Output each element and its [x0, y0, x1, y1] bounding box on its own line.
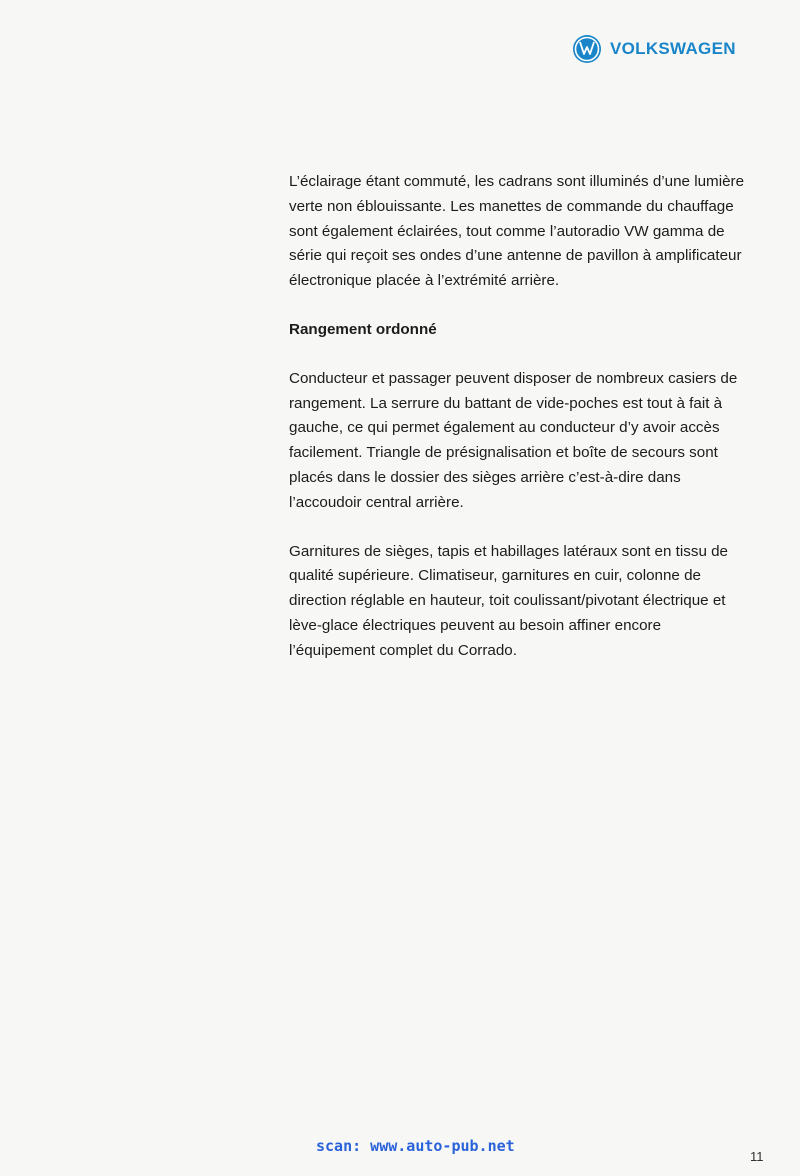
article-body	[289, 170, 749, 688]
paragraph-equipment: Garnitures de sièges, tapis et habillages latéraux sont en tissu de qualité supérieure. Climatiseur, garnitures en cuir, colonne de direction réglable en hauteur, toit coulissant/pivotant électrique et lève-glace électriques peuvent au besoin affiner encore l’équipement complet du Corrado.	[289, 542, 729, 659]
scan-watermark: scan: www.auto-pub.net	[316, 1137, 515, 1155]
vw-logo-icon	[572, 34, 602, 64]
paragraph-storage: Conducteur et passager peuvent disposer de nombreux casiers de rangement. La serrure du battant de vide-poches est tout à fait à gauche, ce qui permet également au conducteur d’y avoir accès facilement. Triangle de présignalisation et boîte de secours sont placés dans le dossier des sièges arrière c’est-à-dire dans l’accoudoir central arrière.	[289, 369, 738, 511]
paragraph-lighting: L’éclairage étant commuté, les cadrans sont illuminés d’une lumière verte non éblouissante. Les manettes de commande du chauffage sont également éclairées, tout comme l’autoradio VW gamma de série qui reçoit ses ondes d’une antenne de pavillon à amplificateur électronique placée à l’extrémité arrière.	[289, 173, 745, 290]
page-number: 11	[750, 1149, 764, 1164]
brand-name: VOLKSWAGEN	[610, 39, 736, 58]
brand-header	[572, 34, 736, 64]
section-heading: Rangement ordonné	[289, 320, 437, 338]
